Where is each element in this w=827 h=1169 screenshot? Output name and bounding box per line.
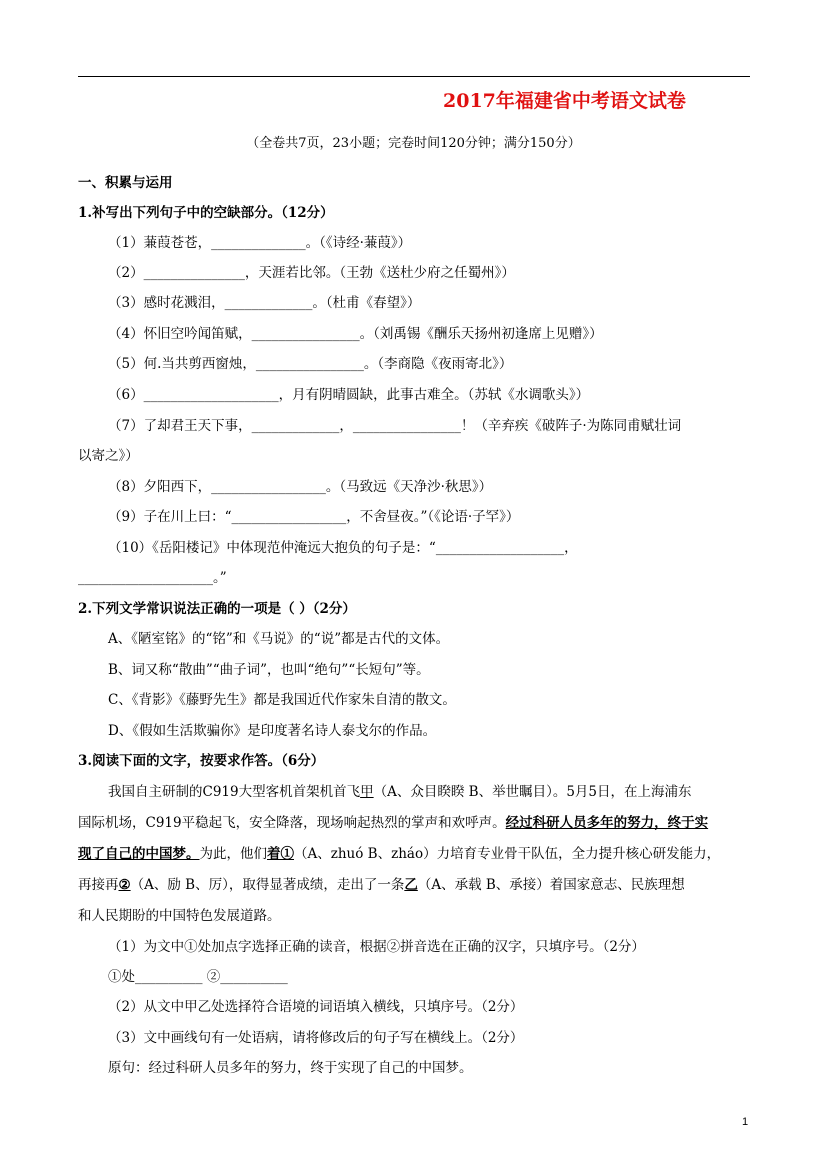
- q2-option-c: C、《背影》《藤野先生》都是我国近代作家朱自清的散文。: [108, 692, 456, 708]
- q3-sub-3: （3）文中画线句有一处语病，请将修改后的句子写在横线上。（2分）: [108, 1030, 524, 1046]
- q1-item: （4）怀旧空吟闻笛赋，________________。（刘禹锡《酬乐天扬州初逢席上见赠》）: [108, 326, 603, 342]
- q1-item: （3）感时花溅泪，_____________。（杜甫《春望》）: [108, 295, 421, 311]
- passage-line: 和人民期盼的中国特色发展道路。: [78, 908, 281, 924]
- q2-option-a: A、《陋室铭》的“铭”和《马说》的“说”都是古代的文体。: [108, 631, 450, 647]
- marked-char-2: ②: [118, 877, 131, 893]
- underlined-sentence: 现了自己的中国梦。: [78, 846, 200, 862]
- q1-item-continued: ____________________。”: [78, 570, 227, 586]
- q1-item: （7）了却君王天下事，_____________，________________！（辛弃疾《破阵子·为陈同甫赋壮词: [108, 418, 682, 434]
- q1-item: （8）夕阳西下，_________________。（马致远《天净沙·秋思》）: [108, 479, 493, 495]
- header-rule: [78, 76, 750, 77]
- passage-line: 国际机场，C919平稳起飞，安全降落，现场响起热烈的掌声和欢呼声。经过科研人员多年的努力，终于实: [78, 815, 709, 831]
- q3-sub-1: （1）为文中①处加点字选择正确的读音，根据②拼音选在正确的汉字，只填序号。（2分）: [108, 939, 645, 955]
- page-number: 1: [742, 1116, 749, 1128]
- blank-yi: 乙: [404, 877, 418, 893]
- passage-line: 现了自己的中国梦。为此，他们着①（A、zhuó B、zháo）力培育专业骨干队伍，全力提升核心研发能力，: [78, 846, 721, 862]
- question-2-heading: 2.下列文学常识说法正确的一项是（ ）（2分）: [78, 601, 356, 617]
- underlined-sentence: 经过科研人员多年的努力，终于实: [505, 815, 709, 831]
- q1-item: （2）_______________，天涯若比邻。（王勃《送杜少府之任蜀州》）: [108, 265, 515, 281]
- q2-option-d: D、《假如生活欺骗你》是印度著名诗人泰戈尔的作品。: [108, 723, 437, 739]
- question-1-heading: 1.补写出下列句子中的空缺部分。（12分）: [78, 205, 334, 221]
- q2-option-b: B、词又称“散曲”“曲子词”，也叫“绝句”“长短句”等。: [108, 662, 430, 678]
- q1-item-continued: 以寄之》）: [78, 448, 139, 464]
- exam-info: （全卷共7页，23小题；完卷时间120分钟；满分150分）: [246, 136, 581, 151]
- q1-item: （9）子在川上曰：“_________________，不舍昼夜。”（《论语·子罕》）: [108, 509, 520, 525]
- q1-item: （6）____________________，月有阴晴圆缺，此事古难全。（苏轼《水调歌头》）: [108, 387, 590, 403]
- q3-sub-1-answer: ①处__________ ②__________: [108, 969, 288, 985]
- q3-sub-2: （2）从文中甲乙处选择符合语境的词语填入横线，只填序号。（2分）: [108, 999, 524, 1015]
- page-title: 2017年福建省中考语文试卷: [443, 90, 686, 112]
- q1-item: （10）《岳阳楼记》中体现范仲淹远大抱负的句子是：“___________________，: [108, 540, 578, 556]
- passage-line: 再接再②（A、励 B、厉），取得显著成绩，走出了一条乙（A、承载 B、承接）着国家意志、民族理想: [78, 877, 685, 893]
- q3-original-sentence: 原句：经过科研人员多年的努力，终于实现了自己的中国梦。: [108, 1060, 473, 1076]
- q1-item: （5）何.当共剪西窗烛，________________。（李商隐《夜雨寄北》）: [108, 356, 513, 372]
- q1-item: （1）蒹葭苍苍，______________。（《诗经·蒹葭》）: [108, 235, 412, 251]
- section-heading: 一、积累与运用: [78, 175, 173, 191]
- marked-char-1: 着①: [267, 846, 294, 862]
- blank-jia: 甲: [360, 784, 374, 800]
- question-3-heading: 3.阅读下面的文字，按要求作答。（6分）: [78, 753, 325, 769]
- passage-line: 我国自主研制的C919大型客机首架机首飞甲（A、众目睽睽 B、举世瞩目）。5月5日，在上海浦东: [108, 784, 692, 800]
